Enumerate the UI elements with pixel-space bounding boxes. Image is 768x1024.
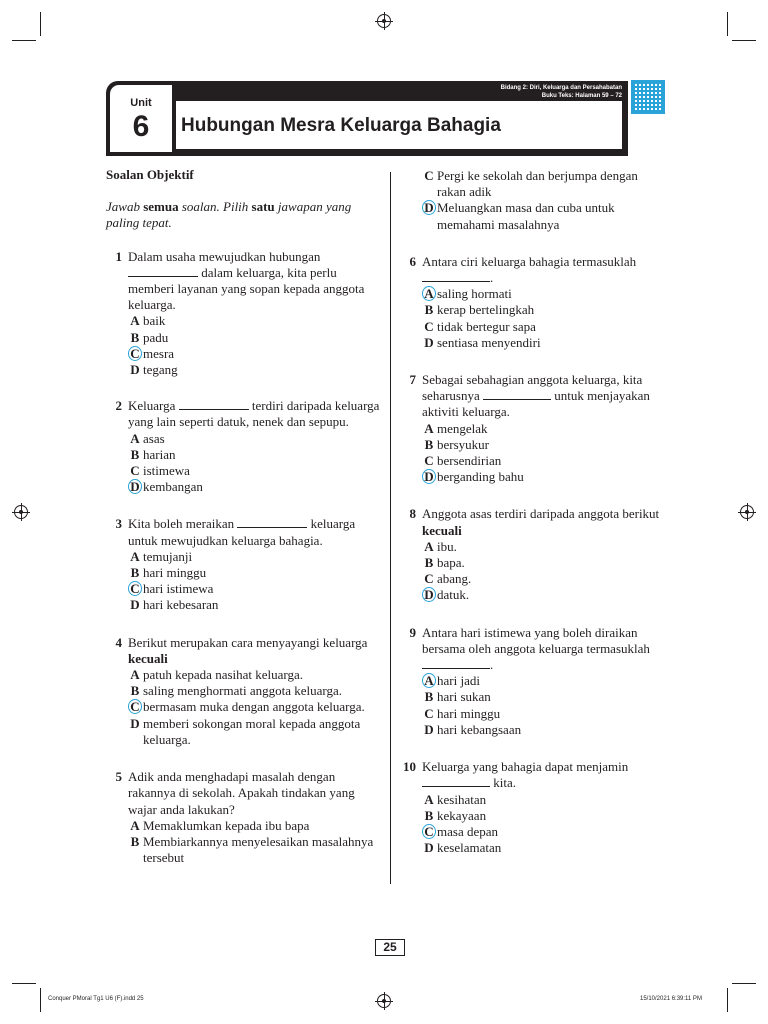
question-8 bbox=[400, 506, 665, 603]
question-number: 10 bbox=[403, 759, 416, 775]
answer-blank bbox=[237, 517, 307, 528]
option-text: saling hormati bbox=[437, 286, 512, 302]
stem-text: Anggota asas terdiri daripada anggota berikut bbox=[422, 506, 660, 522]
option-text: Meluangkan masa dan cuba untuk memahami masalahnya bbox=[437, 200, 615, 232]
option-text: kesihatan bbox=[437, 791, 487, 807]
option-letter: D bbox=[424, 334, 434, 350]
question-stem bbox=[422, 506, 665, 538]
option bbox=[422, 437, 665, 453]
option bbox=[128, 479, 381, 495]
option-letter: A bbox=[424, 791, 434, 807]
option-letter: A bbox=[130, 817, 140, 833]
option-text: kekayaan bbox=[437, 807, 487, 823]
stem-text: dalam keluarga, kita perlu memberi layanan yang sopan kepada anggota keluarga. bbox=[128, 264, 365, 313]
option bbox=[128, 699, 381, 715]
answer-blank bbox=[128, 266, 198, 277]
question-7 bbox=[400, 372, 665, 485]
option bbox=[128, 667, 381, 683]
option-letter: B bbox=[130, 329, 140, 345]
answer-circle: D bbox=[422, 200, 436, 215]
option bbox=[422, 453, 665, 469]
option-text: bersyukur bbox=[437, 436, 489, 452]
right-column bbox=[400, 168, 665, 856]
option-text: sentiasa menyendiri bbox=[437, 334, 541, 350]
question-9 bbox=[400, 625, 665, 738]
keyword: kecuali bbox=[128, 650, 168, 666]
option-text: keselamatan bbox=[437, 840, 502, 856]
option-letter: C bbox=[424, 318, 434, 334]
answer-circle: D bbox=[422, 469, 436, 484]
question-stem: Adik anda menghadapi masalah dengan rakannya di sekolah. Apakah tindakan yang wajar anda lakukan? bbox=[128, 769, 355, 817]
option-text: hari minggu bbox=[437, 705, 501, 721]
stem-text: . bbox=[490, 657, 494, 673]
option-text: abang. bbox=[437, 571, 472, 587]
question-stem bbox=[128, 516, 381, 548]
answer-circle: A bbox=[422, 673, 436, 688]
page-number: 25 bbox=[375, 939, 405, 956]
answer-blank bbox=[483, 389, 551, 400]
option bbox=[422, 840, 665, 856]
option bbox=[422, 286, 665, 302]
option-letter: B bbox=[424, 436, 434, 452]
option-text: hari sukan bbox=[437, 689, 491, 705]
stem-text: Keluarga bbox=[128, 398, 176, 414]
question-number: 7 bbox=[409, 372, 416, 388]
stem-text: terdiri daripada keluarga yang lain seperti datuk, nenek dan sepupu. bbox=[128, 398, 380, 430]
option-text: saling menghormati anggota keluarga. bbox=[143, 683, 343, 699]
instructions bbox=[106, 199, 381, 231]
crop-mark bbox=[12, 983, 36, 984]
unit-number: 6 bbox=[132, 110, 150, 143]
option-letter: B bbox=[130, 565, 140, 581]
option-text: masa depan bbox=[437, 823, 499, 839]
answer-circle: A bbox=[422, 286, 436, 301]
question-number: 6 bbox=[409, 253, 416, 269]
question-number: 3 bbox=[115, 516, 122, 532]
instructions-bold: satu bbox=[251, 199, 275, 215]
keyword: kecuali bbox=[422, 522, 462, 538]
option bbox=[422, 555, 665, 571]
option-letter: A bbox=[130, 430, 140, 446]
option-text: harian bbox=[143, 446, 176, 462]
instructions-bold: semua bbox=[143, 199, 179, 215]
question-stem bbox=[128, 398, 381, 430]
option-letter: A bbox=[130, 548, 140, 564]
answer-circle: C bbox=[422, 824, 436, 839]
question-stem bbox=[128, 249, 381, 314]
option-text: hari istimewa bbox=[143, 581, 214, 597]
option-letter: A bbox=[424, 420, 434, 436]
option-letter: C bbox=[130, 463, 140, 479]
stem-text: Dalam usaha mewujudkan hubungan bbox=[128, 248, 321, 264]
option bbox=[422, 808, 665, 824]
option-letter: A bbox=[424, 538, 434, 554]
option bbox=[422, 168, 665, 200]
question-stem bbox=[422, 372, 665, 421]
question-5 bbox=[106, 769, 381, 866]
unit-label: Unit bbox=[130, 97, 152, 109]
buku-teks-text: Buku Teks: Halaman 59 – 72 bbox=[541, 93, 622, 99]
answer-blank bbox=[422, 658, 490, 669]
option-letter: C bbox=[424, 705, 434, 721]
option-text: tidak bertegur sapa bbox=[437, 318, 536, 334]
question-6 bbox=[400, 254, 665, 351]
option bbox=[128, 716, 381, 748]
answer-circle: C bbox=[128, 699, 142, 714]
question-1 bbox=[106, 249, 381, 379]
crop-mark bbox=[732, 40, 756, 41]
stem-text: Kita boleh meraikan bbox=[128, 516, 235, 532]
option bbox=[422, 200, 665, 232]
option-letter: A bbox=[130, 667, 140, 683]
qr-code-icon[interactable] bbox=[631, 80, 665, 114]
question-3 bbox=[106, 516, 381, 613]
instructions-text: soalan. Pilih bbox=[178, 199, 252, 215]
option bbox=[128, 565, 381, 581]
answer-circle: D bbox=[128, 479, 142, 494]
question-10 bbox=[400, 759, 665, 856]
answer-blank bbox=[422, 271, 490, 282]
stem-text: untuk menjayakan aktiviti keluarga. bbox=[422, 388, 650, 420]
option-text: hari kebangsaan bbox=[437, 721, 522, 737]
question-number: 5 bbox=[115, 769, 122, 785]
crop-mark bbox=[727, 988, 728, 1012]
option bbox=[128, 597, 381, 613]
option-text: hari kebesaran bbox=[143, 597, 219, 613]
option bbox=[422, 571, 665, 587]
registration-mark-icon bbox=[14, 505, 28, 519]
option bbox=[128, 549, 381, 565]
question-stem bbox=[422, 254, 665, 286]
stem-text: . bbox=[490, 270, 494, 286]
option-text: memberi sokongan moral kepada anggota keluarga. bbox=[143, 715, 361, 747]
question-number: 4 bbox=[115, 634, 122, 650]
footer-file: Conquer PMoral Tg1 U6 (F).indd 25 bbox=[48, 996, 144, 1002]
crop-mark bbox=[40, 988, 41, 1012]
registration-mark-icon bbox=[377, 994, 391, 1008]
option bbox=[422, 824, 665, 840]
option-text: kembangan bbox=[143, 479, 203, 495]
option-text: mengelak bbox=[437, 420, 488, 436]
instructions-text: jawapan yang paling tepat. bbox=[106, 199, 352, 231]
option bbox=[128, 818, 381, 834]
option bbox=[422, 722, 665, 738]
option-text: asas bbox=[143, 430, 165, 446]
crop-mark bbox=[12, 40, 36, 41]
option-text: padu bbox=[143, 329, 169, 345]
stem-text: Berikut merupakan cara menyayangi keluarga bbox=[128, 634, 368, 650]
option-text: Membiarkannya menyelesaikan masalahnya tersebut bbox=[143, 833, 374, 866]
option bbox=[422, 539, 665, 555]
option bbox=[128, 362, 381, 378]
stem-text: Keluarga yang bahagia dapat menjamin bbox=[422, 759, 629, 775]
question-5-continued bbox=[400, 168, 665, 233]
option-text: mesra bbox=[143, 345, 175, 361]
option bbox=[422, 792, 665, 808]
question-number: 2 bbox=[115, 398, 122, 414]
crop-mark bbox=[732, 983, 756, 984]
option-text: bersendirian bbox=[437, 453, 502, 469]
option-letter: B bbox=[424, 555, 434, 571]
answer-circle: C bbox=[128, 346, 142, 361]
option-letter: B bbox=[424, 689, 434, 705]
option-text: patuh kepada nasihat keluarga. bbox=[143, 667, 304, 683]
stem-text: Antara hari istimewa yang boleh diraikan bersama oleh anggota keluarga termasuklah bbox=[422, 624, 650, 656]
option-letter: D bbox=[424, 840, 434, 856]
answer-blank bbox=[179, 399, 249, 410]
option-text: istimewa bbox=[143, 463, 190, 479]
question-stem bbox=[128, 635, 381, 667]
page-title: Hubungan Mesra Keluarga Bahagia bbox=[176, 101, 622, 149]
option bbox=[422, 302, 665, 318]
option-letter: D bbox=[424, 721, 434, 737]
column-divider bbox=[390, 172, 391, 884]
question-stem bbox=[422, 759, 665, 791]
option-text: bapa. bbox=[437, 555, 465, 571]
footer-timestamp: 15/10/2021 6:39:11 PM bbox=[640, 996, 702, 1002]
registration-mark-icon bbox=[740, 505, 754, 519]
option bbox=[128, 447, 381, 463]
option-letter: A bbox=[130, 313, 140, 329]
option-text: tegang bbox=[143, 362, 178, 378]
option-letter: B bbox=[130, 833, 140, 849]
option bbox=[422, 587, 665, 603]
instructions-text: Jawab bbox=[106, 199, 144, 215]
option-text: datuk. bbox=[437, 587, 470, 603]
option-text: hari minggu bbox=[143, 565, 207, 581]
option bbox=[128, 834, 381, 866]
option-text: Pergi ke sekolah dan berjumpa dengan rakan adik bbox=[437, 168, 638, 200]
left-column bbox=[106, 0, 381, 866]
question-4 bbox=[106, 635, 381, 748]
option bbox=[128, 581, 381, 597]
question-number: 1 bbox=[115, 248, 122, 264]
bidang-text: Bidang 2: Diri, Keluarga dan Persahabatan bbox=[500, 85, 622, 91]
option-letter: B bbox=[424, 807, 434, 823]
option-letter: D bbox=[130, 597, 140, 613]
answer-circle: D bbox=[422, 587, 436, 602]
option bbox=[422, 335, 665, 351]
option bbox=[422, 689, 665, 705]
stem-text: Antara ciri keluarga bahagia termasuklah bbox=[422, 253, 637, 269]
crop-mark bbox=[40, 12, 41, 36]
option-letter: B bbox=[130, 683, 140, 699]
option-letter: D bbox=[130, 715, 140, 731]
crop-mark bbox=[727, 12, 728, 36]
option bbox=[422, 421, 665, 437]
option bbox=[422, 673, 665, 689]
option-text: baik bbox=[143, 313, 166, 329]
option bbox=[422, 706, 665, 722]
option-letter: B bbox=[424, 302, 434, 318]
option bbox=[128, 431, 381, 447]
question-number: 8 bbox=[409, 506, 416, 522]
stem-text: kita. bbox=[493, 775, 516, 791]
option-letter: C bbox=[424, 453, 434, 469]
answer-blank bbox=[422, 776, 490, 787]
option bbox=[128, 463, 381, 479]
option bbox=[128, 346, 381, 362]
question-stem bbox=[422, 625, 665, 674]
question-2 bbox=[106, 398, 381, 495]
option-text: kerap bertelingkah bbox=[437, 302, 535, 318]
header-meta bbox=[501, 84, 622, 100]
option-letter: D bbox=[130, 362, 140, 378]
stem-text: Sebagai sebahagian anggota keluarga, kita seharusnya bbox=[422, 372, 643, 404]
option-text: ibu. bbox=[437, 538, 457, 554]
option-letter: C bbox=[424, 168, 434, 183]
question-number: 9 bbox=[409, 624, 416, 640]
section-title: Soalan Objektif bbox=[106, 167, 194, 182]
option-text: berganding bahu bbox=[437, 469, 524, 485]
option bbox=[422, 469, 665, 485]
option bbox=[128, 683, 381, 699]
option-letter: C bbox=[424, 571, 434, 587]
stem-text: keluarga untuk mewujudkan keluarga bahagia. bbox=[128, 516, 356, 548]
option bbox=[422, 319, 665, 335]
option-text: bermasam muka dengan anggota keluarga. bbox=[143, 699, 365, 715]
option-letter: B bbox=[130, 446, 140, 462]
option-text: hari jadi bbox=[437, 673, 480, 689]
option-text: temujanji bbox=[143, 548, 193, 564]
option-text: Memaklumkan kepada ibu bapa bbox=[143, 817, 310, 833]
option bbox=[128, 330, 381, 346]
option bbox=[128, 313, 381, 329]
answer-circle: C bbox=[128, 581, 142, 596]
